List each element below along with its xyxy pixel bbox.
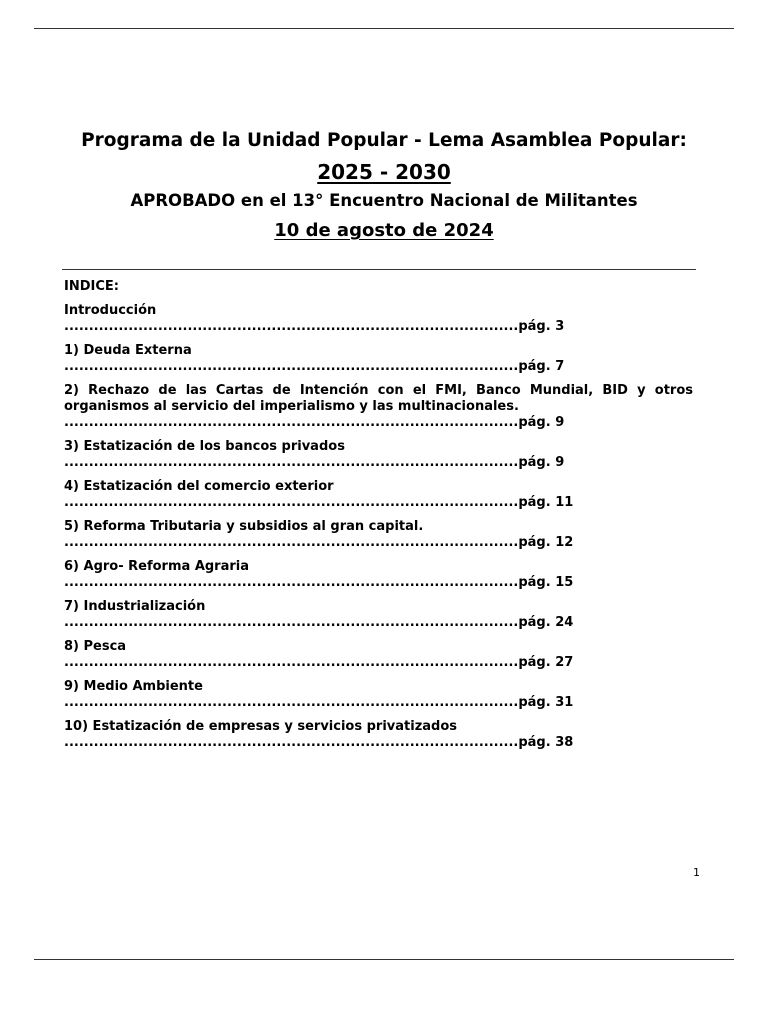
program-years: 2025 - 2030: [317, 160, 451, 184]
toc-entry-page-line: [64, 415, 693, 431]
toc-entry-title: 4) Estatización del comercio exterior: [64, 479, 334, 494]
toc-entry-page-line: [64, 455, 693, 471]
toc-dot-leader: ............................................................................................: [64, 695, 519, 710]
index-heading: INDICE:: [64, 279, 119, 294]
toc-dot-leader: ............................................................................................: [64, 575, 519, 590]
index-divider-line: [62, 269, 696, 270]
toc-entry-page: pág. 27: [518, 655, 574, 670]
toc-entry-page: pág. 7: [518, 359, 565, 374]
approval-detail: en el 13° Encuentro Nacional de Militantes: [235, 191, 638, 210]
toc-entry-page: pág. 38: [518, 735, 574, 750]
toc-entry-page: pág. 9: [518, 455, 565, 470]
page-number: 1: [693, 866, 700, 879]
toc-entry-page: pág. 15: [518, 575, 574, 590]
toc-entry-page-line: [64, 655, 693, 671]
toc-entry-reforma-tributaria: [64, 519, 693, 551]
toc-entry-page-line: [64, 359, 693, 375]
toc-entry-page-line: [64, 319, 693, 335]
toc-dot-leader: ............................................................................................: [64, 535, 519, 550]
toc-entry-reforma-agraria: [64, 559, 693, 591]
toc-entry-title: 6) Agro- Reforma Agraria: [64, 559, 250, 574]
toc-entry-page-line: [64, 575, 693, 591]
toc-dot-leader: ............................................................................................: [64, 655, 519, 670]
table-of-contents: [64, 279, 693, 759]
toc-entry-page: pág. 3: [518, 319, 565, 334]
toc-entry-page-line: [64, 495, 693, 511]
toc-entry-title: Introducción: [64, 303, 157, 318]
toc-entry-page-line: [64, 695, 693, 711]
toc-entry-introduccion: [64, 303, 693, 335]
approval-line: [34, 189, 734, 213]
toc-dot-leader: ............................................................................................: [64, 455, 519, 470]
toc-entry-pesca: [64, 639, 693, 671]
toc-entry-medio-ambiente: [64, 679, 693, 711]
toc-entry-page: pág. 24: [518, 615, 574, 630]
toc-dot-leader: ............................................................................................: [64, 319, 519, 334]
toc-entry-title: 3) Estatización de los bancos privados: [64, 439, 345, 454]
toc-dot-leader: ............................................................................................: [64, 415, 519, 430]
toc-entry-empresas-privatizadas: [64, 719, 693, 751]
toc-entry-rechazo-cartas: [64, 383, 693, 431]
toc-entry-title: 10) Estatización de empresas y servicios privatizados: [64, 719, 458, 734]
document-title: Programa de la Unidad Popular - Lema Asamblea Popular:: [81, 130, 687, 151]
toc-entry-page-line: [64, 735, 693, 751]
toc-dot-leader: ............................................................................................: [64, 615, 519, 630]
toc-entry-industrializacion: [64, 599, 693, 631]
toc-entry-title: 7) Industrialización: [64, 599, 206, 614]
toc-entry-page: pág. 12: [518, 535, 574, 550]
approval-date: 10 de agosto de 2024: [274, 220, 494, 241]
toc-entry-comercio-exterior: [64, 479, 693, 511]
toc-entry-page: pág. 9: [518, 415, 565, 430]
toc-entry-page: pág. 11: [518, 495, 574, 510]
toc-dot-leader: ............................................................................................: [64, 495, 519, 510]
toc-dot-leader: ............................................................................................: [64, 359, 519, 374]
toc-entry-title: 8) Pesca: [64, 639, 127, 654]
bottom-border-line: [34, 959, 734, 960]
toc-entry-title: 5) Reforma Tributaria y subsidios al gran capital.: [64, 519, 424, 534]
document-header: [34, 128, 734, 244]
toc-entry-title: 1) Deuda Externa: [64, 343, 192, 358]
toc-entry-title: 2) Rechazo de las Cartas de Intención con el FMI, Banco Mundial, BID y otros organismos al servicio del imperialismo y las multinacionales.: [64, 383, 693, 414]
toc-entry-page: pág. 31: [518, 695, 574, 710]
approved-label: APROBADO: [130, 191, 236, 210]
toc-entry-page-line: [64, 535, 693, 551]
top-border-line: [34, 28, 734, 29]
toc-entry-estatizacion-bancos: [64, 439, 693, 471]
toc-entry-page-line: [64, 615, 693, 631]
toc-entry-deuda-externa: [64, 343, 693, 375]
toc-dot-leader: ............................................................................................: [64, 735, 519, 750]
toc-entry-title: 9) Medio Ambiente: [64, 679, 203, 694]
